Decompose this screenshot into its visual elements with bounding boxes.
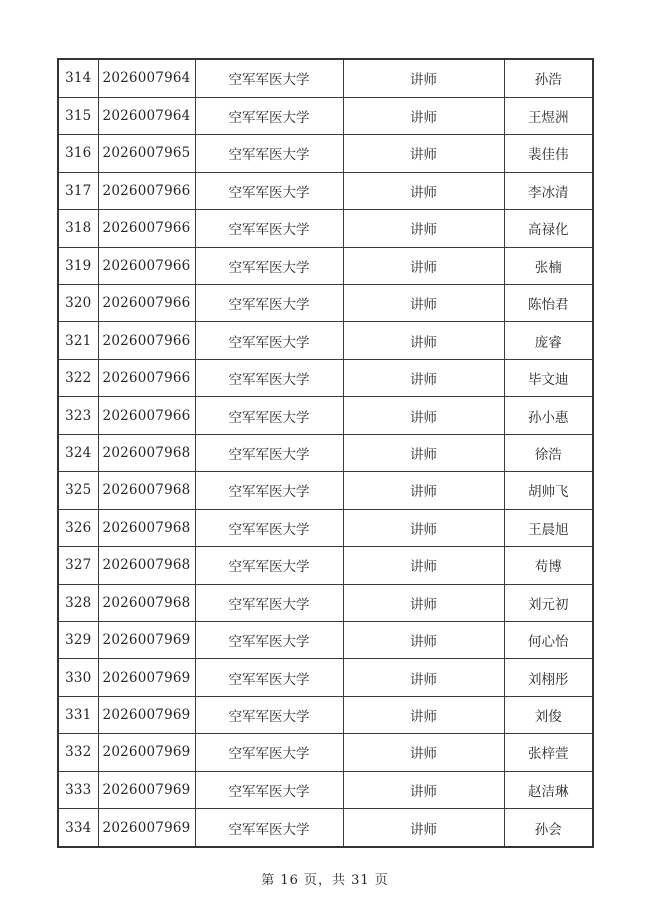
cell-applicant-id: 2026007966 [98, 359, 195, 396]
cell-university: 空军军医大学 [195, 210, 343, 247]
cell-serial-number: 332 [58, 734, 98, 771]
cell-title: 讲师 [343, 285, 504, 322]
cell-title: 讲师 [343, 659, 504, 696]
cell-title: 讲师 [343, 59, 504, 97]
cell-applicant-id: 2026007969 [98, 809, 195, 847]
cell-university: 空军军医大学 [195, 509, 343, 546]
cell-name: 刘俊 [504, 696, 593, 733]
cell-applicant-id: 2026007968 [98, 584, 195, 621]
cell-name: 苟博 [504, 547, 593, 584]
cell-applicant-id: 2026007969 [98, 621, 195, 658]
table-row [58, 59, 593, 97]
cell-university: 空军军医大学 [195, 247, 343, 284]
cell-serial-number: 320 [58, 285, 98, 322]
cell-university: 空军军医大学 [195, 172, 343, 209]
table-body [58, 59, 593, 847]
cell-applicant-id: 2026007968 [98, 434, 195, 471]
cell-serial-number: 328 [58, 584, 98, 621]
cell-title: 讲师 [343, 809, 504, 847]
cell-university: 空军军医大学 [195, 584, 343, 621]
cell-serial-number: 325 [58, 472, 98, 509]
cell-university: 空军军医大学 [195, 434, 343, 471]
cell-university: 空军军医大学 [195, 97, 343, 134]
cell-title: 讲师 [343, 547, 504, 584]
cell-university: 空军军医大学 [195, 359, 343, 396]
cell-university: 空军军医大学 [195, 285, 343, 322]
cell-applicant-id: 2026007966 [98, 210, 195, 247]
cell-title: 讲师 [343, 397, 504, 434]
cell-university: 空军军医大学 [195, 59, 343, 97]
cell-applicant-id: 2026007969 [98, 771, 195, 808]
cell-title: 讲师 [343, 210, 504, 247]
cell-university: 空军军医大学 [195, 472, 343, 509]
cell-applicant-id: 2026007966 [98, 322, 195, 359]
table-row [58, 172, 593, 209]
cell-serial-number: 321 [58, 322, 98, 359]
cell-name: 徐浩 [504, 434, 593, 471]
table-row [58, 547, 593, 584]
cell-serial-number: 324 [58, 434, 98, 471]
cell-serial-number: 317 [58, 172, 98, 209]
page-footer: 第 16 页，共 31 页 [261, 873, 389, 888]
cell-applicant-id: 2026007966 [98, 397, 195, 434]
cell-name: 李冰清 [504, 172, 593, 209]
cell-name: 陈怡君 [504, 285, 593, 322]
cell-title: 讲师 [343, 247, 504, 284]
cell-university: 空军军医大学 [195, 135, 343, 172]
cell-name: 刘元初 [504, 584, 593, 621]
cell-name: 毕文迪 [504, 359, 593, 396]
cell-university: 空军军医大学 [195, 547, 343, 584]
cell-serial-number: 315 [58, 97, 98, 134]
table-row [58, 771, 593, 808]
table-row [58, 809, 593, 847]
table-row [58, 434, 593, 471]
cell-applicant-id: 2026007969 [98, 734, 195, 771]
cell-title: 讲师 [343, 696, 504, 733]
cell-applicant-id: 2026007969 [98, 696, 195, 733]
cell-university: 空军军医大学 [195, 322, 343, 359]
table-row [58, 359, 593, 396]
table-row [58, 322, 593, 359]
table-row [58, 285, 593, 322]
cell-title: 讲师 [343, 621, 504, 658]
table-row [58, 509, 593, 546]
cell-serial-number: 316 [58, 135, 98, 172]
cell-name: 孙浩 [504, 59, 593, 97]
cell-applicant-id: 2026007968 [98, 472, 195, 509]
cell-applicant-id: 2026007965 [98, 135, 195, 172]
table-row [58, 135, 593, 172]
cell-name: 庞睿 [504, 322, 593, 359]
cell-university: 空军军医大学 [195, 397, 343, 434]
cell-name: 孙会 [504, 809, 593, 847]
cell-applicant-id: 2026007966 [98, 172, 195, 209]
cell-title: 讲师 [343, 509, 504, 546]
table-row [58, 97, 593, 134]
cell-title: 讲师 [343, 734, 504, 771]
table-row [58, 621, 593, 658]
cell-serial-number: 329 [58, 621, 98, 658]
cell-applicant-id: 2026007966 [98, 247, 195, 284]
roster-table-container [57, 58, 592, 848]
cell-serial-number: 333 [58, 771, 98, 808]
cell-name: 高禄化 [504, 210, 593, 247]
faculty-roster-table [57, 58, 594, 848]
cell-serial-number: 334 [58, 809, 98, 847]
table-row [58, 247, 593, 284]
cell-title: 讲师 [343, 97, 504, 134]
cell-serial-number: 323 [58, 397, 98, 434]
cell-name: 胡帅飞 [504, 472, 593, 509]
cell-university: 空军军医大学 [195, 734, 343, 771]
table-row [58, 210, 593, 247]
cell-applicant-id: 2026007968 [98, 509, 195, 546]
table-row [58, 659, 593, 696]
table-row [58, 734, 593, 771]
cell-university: 空军军医大学 [195, 659, 343, 696]
cell-name: 张楠 [504, 247, 593, 284]
table-row [58, 397, 593, 434]
cell-title: 讲师 [343, 771, 504, 808]
cell-title: 讲师 [343, 172, 504, 209]
cell-title: 讲师 [343, 434, 504, 471]
cell-serial-number: 327 [58, 547, 98, 584]
cell-serial-number: 322 [58, 359, 98, 396]
cell-applicant-id: 2026007969 [98, 659, 195, 696]
cell-applicant-id: 2026007964 [98, 59, 195, 97]
cell-serial-number: 331 [58, 696, 98, 733]
cell-title: 讲师 [343, 135, 504, 172]
cell-serial-number: 330 [58, 659, 98, 696]
cell-applicant-id: 2026007968 [98, 547, 195, 584]
cell-applicant-id: 2026007966 [98, 285, 195, 322]
cell-name: 孙小惠 [504, 397, 593, 434]
cell-name: 王晨旭 [504, 509, 593, 546]
table-row [58, 696, 593, 733]
cell-name: 裴佳伟 [504, 135, 593, 172]
cell-university: 空军军医大学 [195, 771, 343, 808]
cell-name: 刘栩彤 [504, 659, 593, 696]
cell-applicant-id: 2026007964 [98, 97, 195, 134]
cell-university: 空军军医大学 [195, 809, 343, 847]
cell-serial-number: 318 [58, 210, 98, 247]
cell-serial-number: 319 [58, 247, 98, 284]
cell-name: 王煜洲 [504, 97, 593, 134]
cell-name: 何心怡 [504, 621, 593, 658]
cell-university: 空军军医大学 [195, 696, 343, 733]
cell-title: 讲师 [343, 359, 504, 396]
cell-title: 讲师 [343, 584, 504, 621]
cell-university: 空军军医大学 [195, 621, 343, 658]
cell-name: 张梓萱 [504, 734, 593, 771]
cell-serial-number: 326 [58, 509, 98, 546]
cell-title: 讲师 [343, 472, 504, 509]
cell-name: 赵洁琳 [504, 771, 593, 808]
cell-title: 讲师 [343, 322, 504, 359]
cell-serial-number: 314 [58, 59, 98, 97]
table-row [58, 584, 593, 621]
table-row [58, 472, 593, 509]
